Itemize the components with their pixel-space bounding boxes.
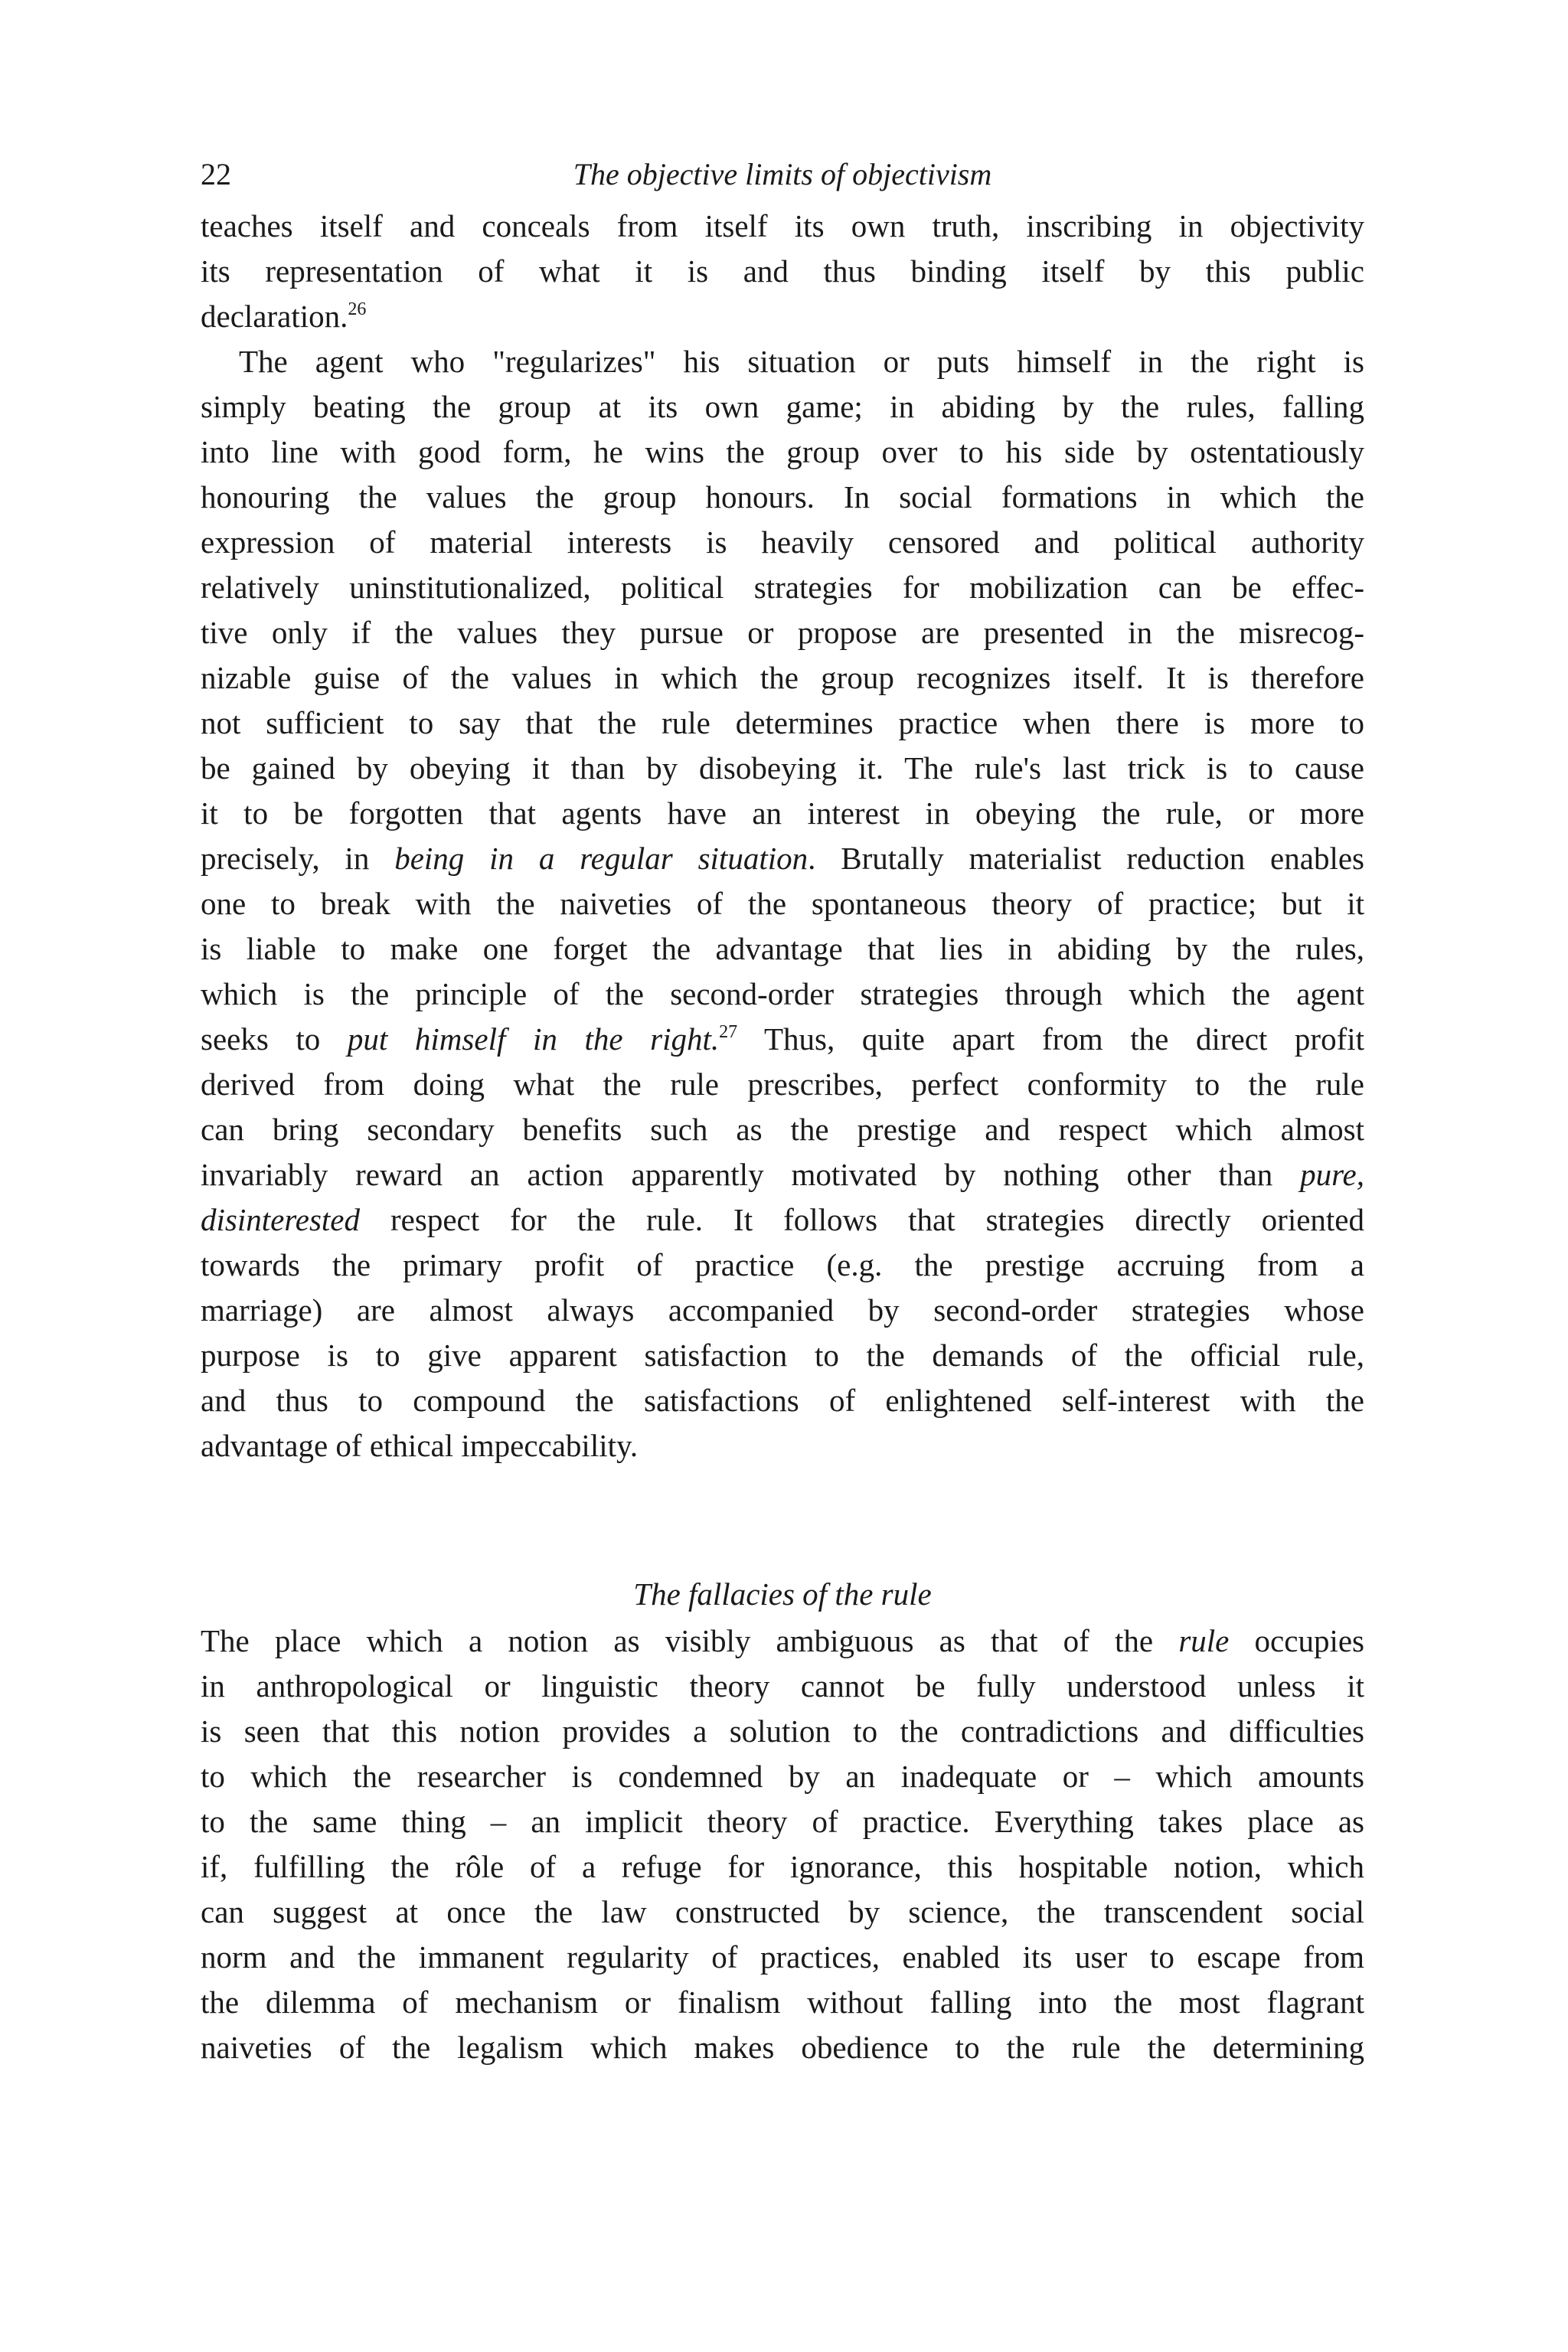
text-line: to the same thing – an implicit theory of practice. Everything takes place as — [201, 1804, 1364, 1839]
text-line — [201, 1197, 1364, 1243]
text-line: it to be forgotten that agents have an interest in obeying the rule, or more — [201, 795, 1364, 831]
text-line: teaches itself and conceals from itself its own truth, inscribing in objectivity — [201, 208, 1364, 243]
text-line — [201, 1152, 1364, 1197]
text-line: honouring the values the group honours. In social formations in which the — [201, 479, 1364, 514]
section-heading: The fallacies of the rule — [633, 1576, 932, 1612]
text-line: into line with good form, he wins the group over to his side by ostentatiously — [201, 434, 1364, 469]
text-line: in anthropological or linguistic theory cannot be fully understood unless it — [201, 1668, 1364, 1704]
text-line: advantage of ethical impeccability. — [201, 1428, 639, 1463]
text-line: nizable guise of the values in which the group recognizes itself. It is therefore — [201, 660, 1364, 695]
body-text-top — [201, 204, 1364, 1468]
emphasis: disinterested — [201, 1202, 361, 1237]
emphasis: rule — [1178, 1623, 1230, 1658]
paragraph-first-line — [201, 1619, 1364, 1664]
emphasis: put himself in the right. — [347, 1021, 720, 1057]
footnote-marker: 27 — [719, 1022, 738, 1042]
text-segment: . Brutally materialist reduction enables — [808, 841, 1364, 876]
text-line — [201, 836, 1364, 881]
emphasis: pure, — [1300, 1157, 1364, 1192]
text-line: purpose is to give apparent satisfaction to the demands of the official rule, — [201, 1338, 1364, 1373]
text-line — [201, 294, 1364, 339]
text-segment: precisely, in — [201, 841, 395, 876]
book-page — [201, 150, 1364, 2070]
text-line: its representation of what it is and thus binding itself by this public — [201, 253, 1364, 289]
text-line: which is the principle of the second-order strategies through which the agent — [201, 976, 1364, 1011]
text-line: naiveties of the legalism which makes obedience to the rule the determining — [201, 2030, 1364, 2065]
text-segment: respect for the rule. It follows that strategies directly oriented — [360, 1202, 1364, 1237]
text-segment: Thus, quite apart from the direct profit — [737, 1021, 1364, 1057]
text-line: derived from doing what the rule prescribes, perfect conformity to the rule — [201, 1067, 1364, 1102]
text-line: tive only if the values they pursue or propose are presented in the misrecog- — [201, 615, 1364, 650]
text-segment: invariably reward an action apparently motivated by nothing other than — [201, 1157, 1301, 1192]
text-line: can suggest at once the law constructed by science, the transcendent social — [201, 1894, 1364, 1929]
text-segment: seeks to — [201, 1021, 348, 1057]
text-line: if, fulfilling the rôle of a refuge for ignorance, this hospitable notion, which — [201, 1849, 1364, 1884]
page-number: 22 — [201, 157, 231, 191]
running-title: The objective limits of objectivism — [573, 157, 992, 191]
text-line: to which the researcher is condemned by an inadequate or – which amounts — [201, 1759, 1364, 1794]
text-line: and thus to compound the satisfactions of enlightened self-interest with the — [201, 1383, 1364, 1418]
text-line: the dilemma of mechanism or finalism without falling into the most flagrant — [201, 1984, 1364, 2020]
paragraph-first-line: The agent who "regularizes" his situation or puts himself in the right is — [239, 344, 1364, 379]
text-line: can bring secondary benefits such as the prestige and respect which almost — [201, 1112, 1364, 1147]
text-line — [201, 1017, 1364, 1062]
text-segment: declaration. — [201, 299, 348, 334]
text-line: norm and the immanent regularity of practices, enabled its user to escape from — [201, 1939, 1364, 1975]
text-segment: occupies — [1229, 1623, 1364, 1658]
text-segment: The place which a notion as visibly ambiguous as that of the — [201, 1623, 1179, 1658]
emphasis: being in a regular situation — [394, 841, 808, 876]
footnote-marker: 26 — [348, 299, 367, 319]
running-head — [201, 150, 1364, 199]
text-line: towards the primary profit of practice (e.g. the prestige accruing from a — [201, 1247, 1364, 1282]
text-line: marriage) are almost always accompanied by second-order strategies whose — [201, 1292, 1364, 1328]
text-line: is seen that this notion provides a solution to the contradictions and difficulties — [201, 1713, 1364, 1749]
text-line: be gained by obeying it than by disobeying it. The rule's last trick is to cause — [201, 750, 1364, 786]
text-line: simply beating the group at its own game; in abiding by the rules, falling — [201, 389, 1364, 424]
text-line: not sufficient to say that the rule determines practice when there is more to — [201, 705, 1364, 740]
text-line: expression of material interests is heavily censored and political authority — [201, 524, 1364, 560]
text-line: is liable to make one forget the advantage that lies in abiding by the rules, — [201, 931, 1364, 966]
text-line: relatively uninstitutionalized, political strategies for mobilization can be effec- — [201, 570, 1364, 605]
body-text-bottom — [201, 1619, 1364, 2070]
text-line: one to break with the naiveties of the spontaneous theory of practice; but it — [201, 886, 1364, 921]
